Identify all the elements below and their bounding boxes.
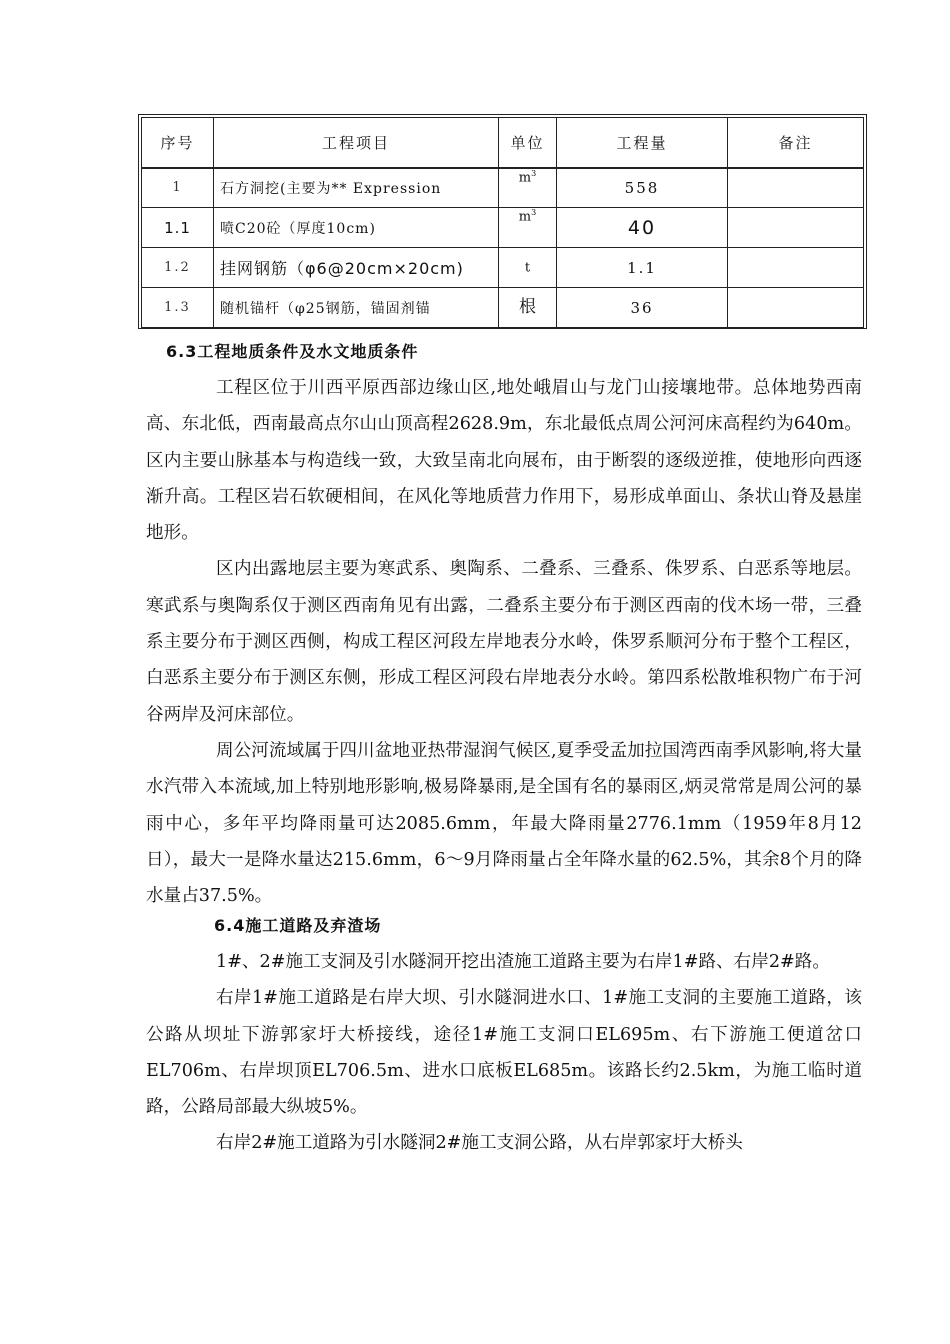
row-no: 1 — [142, 168, 214, 208]
row-unit — [499, 248, 557, 288]
quantity-table — [141, 117, 864, 328]
paragraph: 区内出露地层主要为寒武系、奥陶系、二叠系、三叠系、侏罗系、白恶系等地层。寒武系与奥陶系仅于测区西南角见有出露，二叠系主要分布于测区西南的伐木场一带，三叠系主要分布于测区西侧，构成工程区河段左岸地表分水岭，侏罗系顺河分布于整个工程区，白恶系主要分布于测区东侧，形成工程区河段右岸地表分水岭。第四系松散堆积物广布于河谷两岸及河床部位。 — [146, 559, 862, 725]
header-unit: 单位 — [499, 118, 557, 168]
section-heading: 6.3工程地质条件及水文地质条件 — [166, 342, 419, 361]
row-item — [214, 248, 499, 288]
row-item: 石方洞挖(主要为** Expression — [214, 168, 499, 208]
unit-text: m — [518, 209, 532, 225]
quantity-table-frame — [138, 114, 867, 329]
row-item: 喷C20砼（厚度10cm) — [214, 208, 499, 248]
row-note — [728, 248, 864, 288]
row-quantity-text: 40 — [627, 216, 657, 239]
row-no — [142, 208, 214, 248]
paragraph: 1#、2#施工支洞及引水隧洞开挖出渣施工道路主要为右岸1#路、右岸2#路。 — [216, 952, 830, 972]
table-header-row — [142, 118, 864, 168]
row-unit — [499, 288, 557, 328]
table-row — [142, 168, 864, 208]
header-item: 工程项目 — [214, 118, 499, 168]
row-no-text: 1.1 — [164, 218, 191, 237]
row-item: 随机锚杆（φ25钢筋，锚固剂锚 — [214, 288, 499, 328]
unit-text: m — [518, 169, 532, 185]
paragraph: 右岸2#施工道路为引水隧洞2#施工支洞公路，从右岸郭家圩大桥头 — [216, 1133, 743, 1154]
row-quantity — [557, 208, 728, 248]
table-row — [142, 288, 864, 328]
paragraph: 右岸1#施工道路是右岸大坝、引水隧洞进水口、1#施工支洞的主要施工道路，该公路从坝址下游郭家圩大桥接线，途径1#施工支洞口EL695m、右下游施工便道岔口EL706m、右岸坝顶EL706.5m、进水口底板EL685m。该路长约2.5km，为施工临时道路，公路局部最大纵坡5%。 — [146, 988, 862, 1118]
section-heading: 6.4施工道路及弃渣场 — [214, 916, 382, 935]
row-no: 1.3 — [142, 288, 214, 328]
row-unit — [499, 208, 557, 248]
row-unit — [499, 168, 557, 208]
row-note — [728, 168, 864, 208]
table-row — [142, 248, 864, 288]
unit-text: t — [524, 260, 531, 276]
section-roads — [146, 908, 862, 1162]
row-note — [728, 208, 864, 248]
section-geology — [146, 334, 862, 914]
row-no: 1.2 — [142, 248, 214, 288]
paragraph: 工程区位于川西平原西部边缘山区,地处峨眉山与龙门山接壤地带。总体地势西南高、东北低，西南最高点尔山山顶高程2628.9m，东北最低点周公河河床高程约为640m。区内主要山脉基本与构造线一致，大致呈南北向展布，由于断裂的逐级逆推，使地形向西逐渐升高。工程区岩石软硬相间，在风化等地质营力作用下，易形成单面山、条状山脊及悬崖地形。 — [146, 378, 862, 544]
row-quantity: 1.1 — [557, 248, 728, 288]
header-no: 序号 — [142, 118, 214, 168]
row-quantity: 558 — [557, 168, 728, 208]
unit-sup: 3 — [531, 208, 537, 217]
table-row — [142, 208, 864, 248]
row-note — [728, 288, 864, 328]
paragraph: 周公河流域属于四川盆地亚热带湿润气候区,夏季受孟加拉国湾西南季风影响,将大量水汽带入本流域,加上特别地形影响,极易降暴雨,是全国有名的暴雨区,炳灵常常是周公河的暴雨中心，多年平均降雨量可达2085.6mm，年最大降雨量2776.1mm（1959年8月12日），最大一是降水量达215.6mm，6～9月降雨量占全年降水量的62.5%，其余8个月的降水量占37.5%。 — [146, 740, 862, 907]
unit-text: 根 — [519, 297, 536, 317]
row-quantity: 36 — [557, 288, 728, 328]
header-note: 备注 — [728, 118, 864, 168]
header-quantity: 工程量 — [557, 118, 728, 168]
unit-sup: 3 — [531, 168, 537, 178]
row-item-text: 挂网钢筋（φ6@20cm×20cm) — [220, 259, 464, 278]
